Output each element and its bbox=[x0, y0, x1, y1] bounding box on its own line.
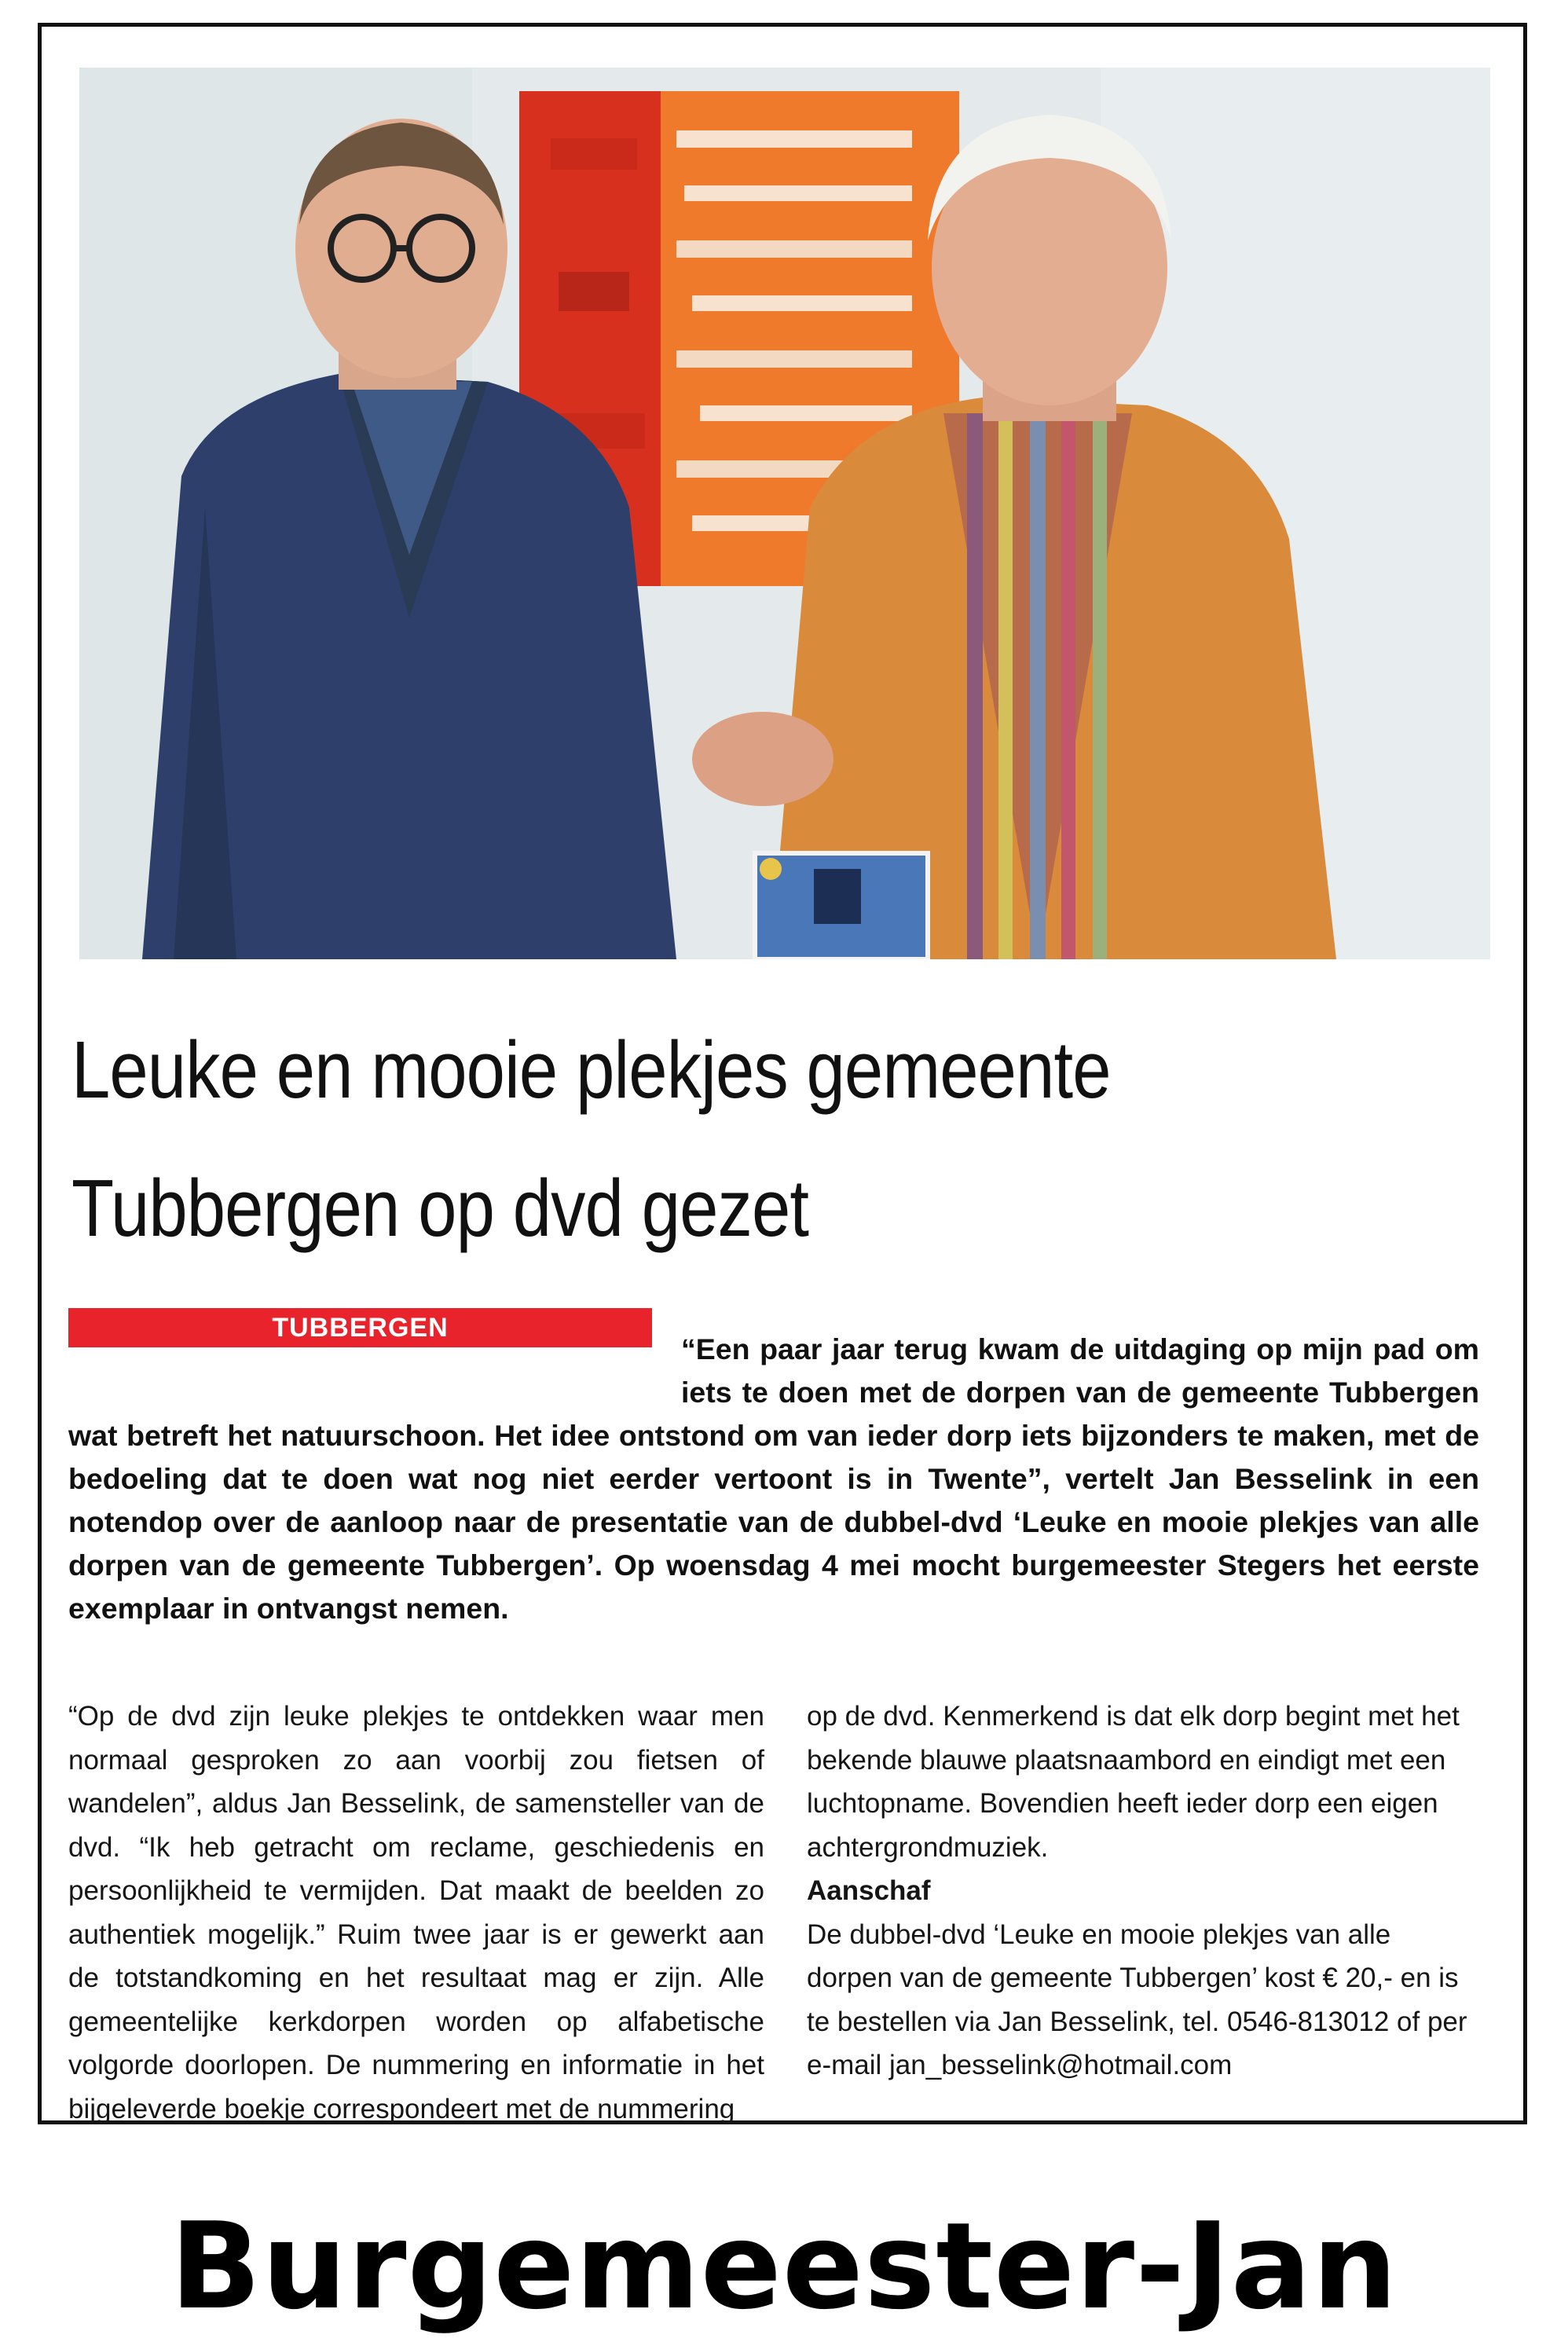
body-column-right bbox=[807, 1695, 1479, 2087]
headline-line-1: Leuke en mooie plekjes gemeente bbox=[71, 1024, 1111, 1115]
body-right-text: op de dvd. Kenmerkend is dat elk dorp begint met het bekende blauwe plaatsnaambord en eindigt met een luchtopname. Bovendien heeft ieder dorp een eigen achtergrondmuziek. bbox=[807, 1701, 1460, 1863]
location-tag-label: TUBBERGEN bbox=[272, 1313, 449, 1343]
lead-paragraph: “Een paar jaar terug kwam de uitdaging op mijn pad om iets te doen met de dorpen van de gemeente Tubbergen wat betreft het natuurschoon. Het idee ontstond om van ieder dorp iets bijzonders te maken, met de bedoeling dat te doen wat nog niet eerder vertoont is in Twente”, vertelt Jan Besselink in een notendop over de aanloop naar de presentatie van de dubbel-dvd ‘Leuke en mooie plekjes van alle dorpen van de gemeente Tubbergen’. Op woensdag 4 mei mocht burgemeester Stegers het eerste exemplaar in ontvangst nemen. bbox=[68, 1332, 1479, 1625]
body-right-text-2: De dubbel-dvd ‘Leuke en mooie plekjes van alle dorpen van de gemeente Tubbergen’ kost € 20,- en is te bestellen via Jan Besselink, tel. 0546-813012 of per e-mail jan_besselink@hotmail.com bbox=[807, 1919, 1467, 2080]
subhead-aanschaf: Aanschaf bbox=[807, 1875, 931, 1906]
image-caption: Burgemeester-Jan bbox=[170, 2197, 1398, 2336]
headline bbox=[71, 1001, 1295, 1277]
dvd-case bbox=[755, 853, 928, 959]
body-column-left bbox=[68, 1695, 764, 2131]
headline-line-2: Tubbergen op dvd gezet bbox=[71, 1163, 809, 1253]
body-columns bbox=[68, 1695, 1479, 2135]
article-frame bbox=[38, 23, 1527, 2124]
body-left-text: “Op de dvd zijn leuke plekjes te ontdekken waar men normaal gesproken zo aan voorbij zou fietsen of wandelen”, aldus Jan Besselink, de samensteller van de dvd. “Ik heb getracht om reclame, geschiedenis en persoonlijkheid te vermijden. Dat maakt de beelden zo authentiek mogelijk.” Ruim twee jaar is er gewerkt aan de totstandkoming en het resultaat mag er zijn. Alle gemeentelijke kerkdorpen worden op alfabetische volgorde doorlopen. De nummering en informatie in het bijgeleverde boekje correspondeert met de nummering bbox=[68, 1701, 764, 2124]
article-photo bbox=[79, 68, 1490, 959]
handshake bbox=[692, 712, 833, 806]
